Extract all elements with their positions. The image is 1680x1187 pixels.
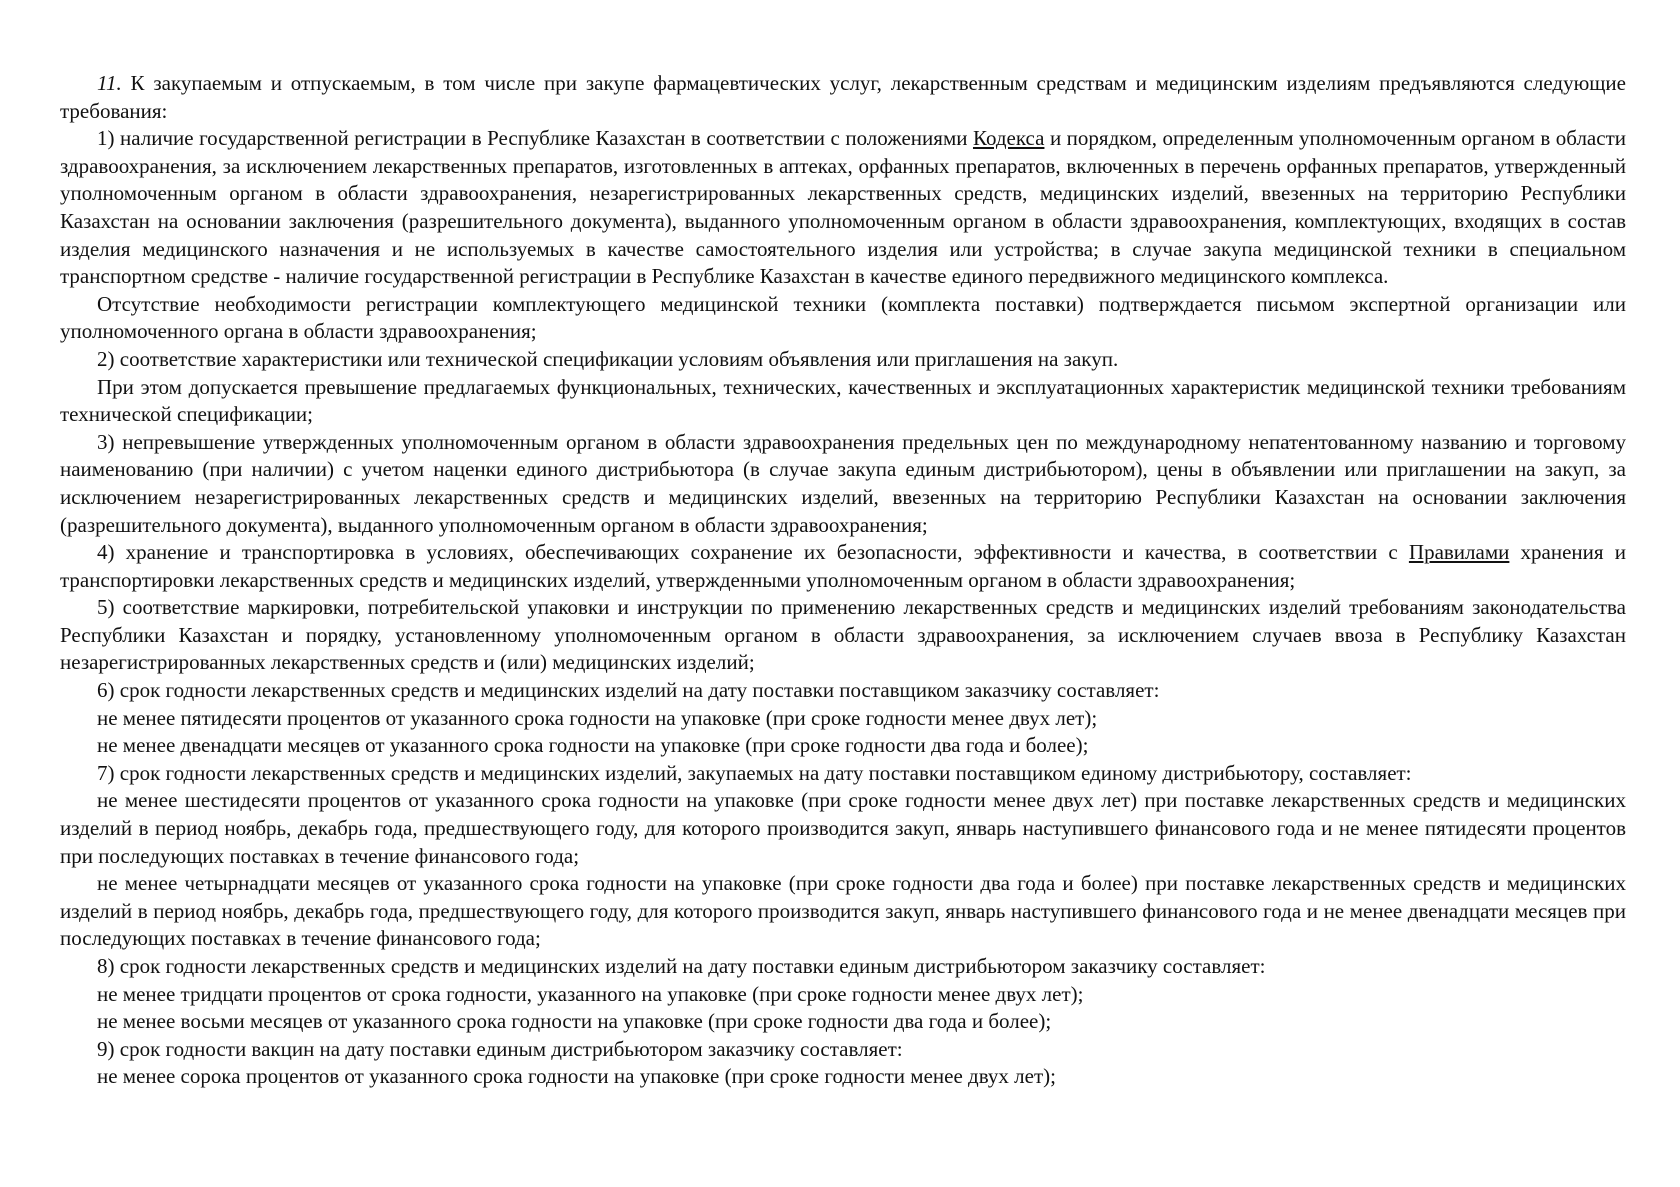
paragraph-registration-note: Отсутствие необходимости регистрации комплектующего медицинской техники (комплекта поставки) подтверждается письмом экспертной организации или уполномоченного органа в области здравоохранения;	[60, 291, 1626, 344]
item-number: 11.	[97, 71, 122, 95]
paragraph-shelf-life-14-months: не менее четырнадцати месяцев от указанного срока годности на упаковке (при сроке годности два года и более) при поставке лекарственных средств и медицинских изделий в период ноябрь, декабрь года, предшествующего году, для которого производится закуп, январь наступившего финансового года и не менее двенадцати месяцев при последующих поставках в течение финансового года;	[60, 871, 1626, 951]
paragraph-subitem-7: 7) срок годности лекарственных средств и медицинских изделий, закупаемых на дату поставки поставщиком единому дистрибьютору, составляет:	[97, 760, 1412, 785]
paragraph-shelf-life-50-percent: не менее пятидесяти процентов от указанного срока годности на упаковке (при сроке годности менее двух лет);	[97, 705, 1098, 730]
paragraph-text: 4) хранение и транспортировка в условиях, обеспечивающих сохранение их безопасности, эффективности и качества, в соответствии с	[97, 540, 1409, 565]
paragraph-text: К закупаемым и отпускаемым, в том числе при закупе фармацевтических услуг, лекарственным средствам и медицинским изделиям предъявляются следующие требования:	[60, 71, 1626, 123]
paragraph-subitem-8: 8) срок годности лекарственных средств и медицинских изделий на дату поставки единым дистрибьютором заказчику составляет:	[97, 954, 1266, 978]
paragraph-subitem-5: 5) соответствие маркировки, потребительской упаковки и инструкции по применению лекарственных средств и медицинских изделий требованиям законодательства Республики Казахстан и порядку, установленному уполномоченным органом в области здравоохранения, за исключением случаев ввоза в Республику Казахстан незарегистрированных лекарственных средств и (или) медицинских изделий;	[60, 595, 1626, 675]
document-body	[60, 70, 1626, 1091]
paragraph-subitem-2: 2) соответствие характеристики или технической спецификации условиям объявления или приглашения на закуп.	[97, 346, 1119, 371]
paragraph-vaccine-40-percent: не менее сорока процентов от указанного срока годности на упаковке (при сроке годности менее двух лет);	[97, 1064, 1056, 1089]
code-link[interactable]: Кодекса	[972, 126, 1045, 151]
paragraph-shelf-life-8-months: не менее восьми месяцев от указанного срока годности на упаковке (при сроке годности два года и более);	[97, 1009, 1052, 1034]
paragraph-text: хранения и транспортировки лекарственных средств и медицинских изделий, утвержденными уполномоченным органом в области здравоохранения;	[60, 540, 1626, 592]
paragraph-text: 1) наличие государственной регистрации в Республике Казахстан в соответствии с положениями	[97, 126, 973, 151]
paragraph-subitem-6: 6) срок годности лекарственных средств и медицинских изделий на дату поставки поставщиком заказчику составляет:	[97, 678, 1160, 703]
paragraph-subitem-1	[60, 125, 1626, 291]
paragraph-subitem-3: 3) непревышение утвержденных уполномоченным органом в области здравоохранения предельных цен по международному непатентованному названию и торговому наименованию (при наличии) с учетом наценки единого дистрибьютора (в случае закупа единым дистрибьютором), цены в объявлении или приглашении на закуп, за исключением незарегистрированных лекарственных средств и медицинских изделий, ввезенных на территорию Республики Казахстан на основании заключения (разрешительного документа), выданного уполномоченным органом в области здравоохранения;	[60, 429, 1626, 537]
paragraph-subitem-9: 9) срок годности вакцин на дату поставки единым дистрибьютором заказчику составляет:	[97, 1036, 903, 1061]
paragraph-shelf-life-12-months: не менее двенадцати месяцев от указанного срока годности на упаковке (при сроке годности два года и более);	[97, 733, 1089, 758]
paragraph-text: и порядком, определенным уполномоченным органом в области здравоохранения, за исключением лекарственных препаратов, изготовленных в аптеках, орфанных препаратов, включенных в перечень орфанных препаратов, утвержденный уполномоченным органом в области здравоохранения, незарегистрированных лекарственных средств, медицинских изделий, ввезенных на территорию Республики Казахстан на основании заключения (разрешительного документа), выданного уполномоченным органом в области здравоохранения, комплектующих, входящих в состав изделия медицинского назначения и не используемых в качестве самостоятельного изделия или устройства; в случае закупа медицинской техники в специальном транспортном средстве - наличие государственной регистрации в Республике Казахстан в качестве единого передвижного медицинского комплекса.	[60, 126, 1626, 289]
paragraph-specification-note: При этом допускается превышение предлагаемых функциональных, технических, качественных и эксплуатационных характеристик медицинской техники требованиям технической спецификации;	[60, 374, 1626, 427]
paragraph-subitem-4	[60, 539, 1626, 594]
rules-link[interactable]: Правилами	[1408, 540, 1510, 565]
paragraph-shelf-life-30-percent: не менее тридцати процентов от срока годности, указанного на упаковке (при сроке годности менее двух лет);	[97, 981, 1084, 1006]
paragraph-item-11	[60, 70, 1626, 125]
paragraph-shelf-life-60-percent: не менее шестидесяти процентов от указанного срока годности на упаковке (при сроке годности менее двух лет) при поставке лекарственных средств и медицинских изделий в период ноябрь, декабрь года, предшествующего году, для которого производится закуп, январь наступившего финансового года и не менее пятидесяти процентов при последующих поставках в течение финансового года;	[60, 788, 1626, 868]
